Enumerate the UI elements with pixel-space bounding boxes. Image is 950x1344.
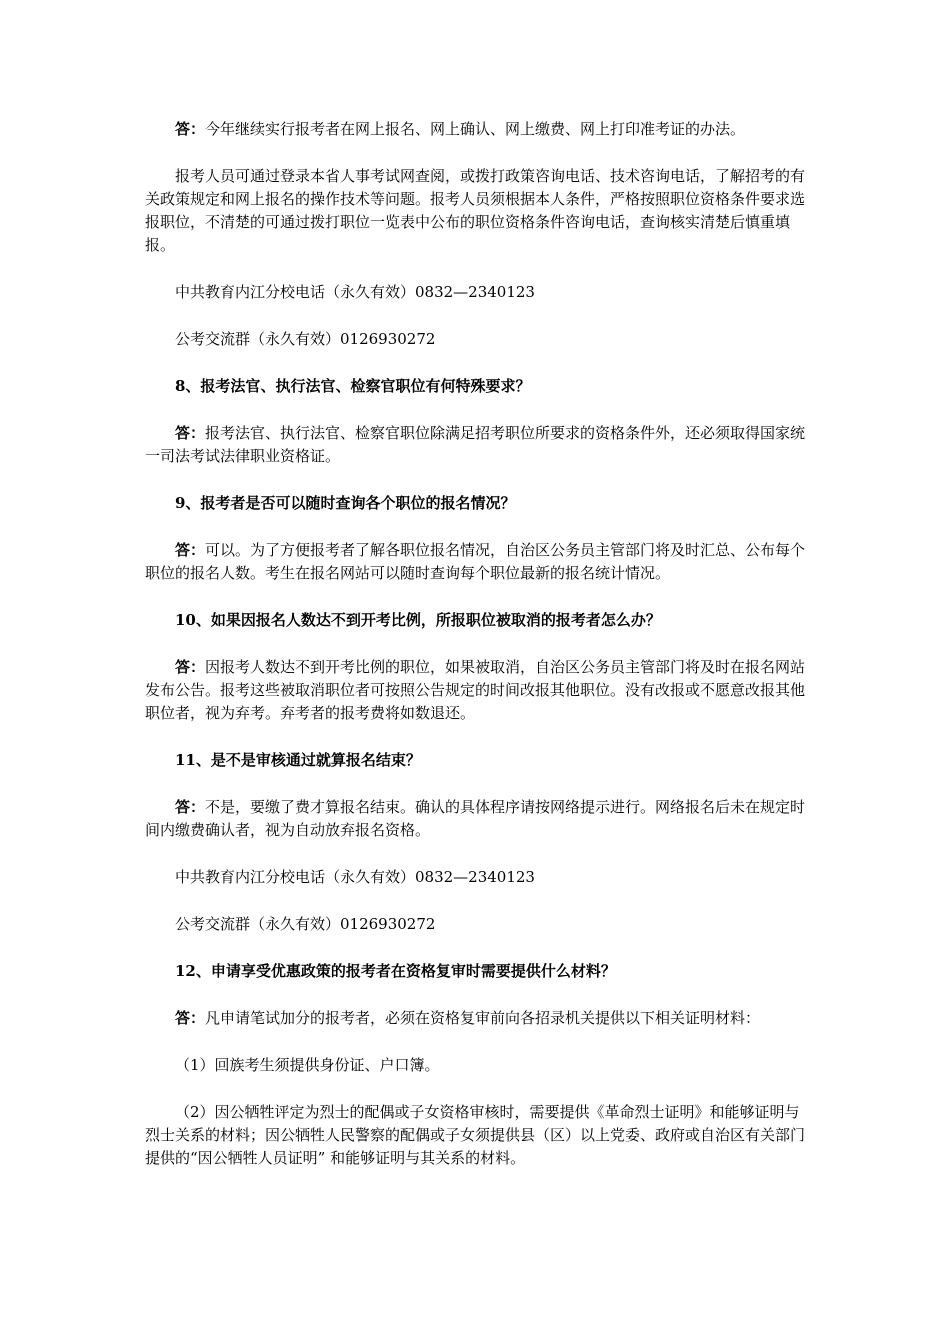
answer-label: 答： <box>175 424 206 442</box>
answer-label: 答： <box>175 798 206 816</box>
list-item-1 <box>145 1054 809 1077</box>
contact-phone <box>145 866 809 889</box>
contact-phone <box>145 281 809 304</box>
answer-9 <box>145 539 809 585</box>
contact-group <box>145 913 809 936</box>
paragraph-text: 公考交流群（永久有效）0126930272 <box>175 915 436 933</box>
question-text: 11、是不是审核通过就算报名结束？ <box>175 751 421 769</box>
answer-11 <box>145 796 809 842</box>
paragraph-text: 报考法官、执行法官、检察官职位除满足招考职位所要求的资格条件外，还必须取得国家统一司法考试法律职业资格证。 <box>145 424 806 465</box>
paragraph-text: 报考人员可通过登录本省人事考试网查阅，或拨打政策咨询电话、技术咨询电话，了解招考的有关政策规定和网上报名的操作技术等问题。报考人员须根据本人条件，严格按照职位资格条件要求选报职位，不清楚的可通过拨打职位一览表中公布的职位资格条件咨询电话，查询核实清楚后慎重填报。 <box>145 167 806 254</box>
question-11 <box>145 749 809 772</box>
paragraph-text: 中共教育内江分校电话（永久有效）0832—2340123 <box>175 868 535 886</box>
answer-8 <box>145 422 809 468</box>
answer-10 <box>145 656 809 725</box>
question-text: 9、报考者是否可以随时查询各个职位的报名情况？ <box>175 494 516 512</box>
paragraph-text: （2）因公牺牲评定为烈士的配偶或子女资格审核时，需要提供《革命烈士证明》和能够证明与烈士关系的材料；因公牺牲人民警察的配偶或子女须提供县（区）以上党委、政府或自治区有关部门提供的“因公牺牲人员证明” 和能够证明与其关系的材料。 <box>145 1103 806 1167</box>
question-10 <box>145 609 809 632</box>
question-text: 8、报考法官、执行法官、检察官职位有何特殊要求？ <box>175 377 531 395</box>
paragraph-text: 可以。为了方便报考者了解各职位报名情况，自治区公务员主管部门将及时汇总、公布每个职位的报名人数。考生在报名网站可以随时查询每个职位最新的报名统计情况。 <box>145 541 806 582</box>
question-text: 12、申请享受优惠政策的报考者在资格复审时需要提供什么材料？ <box>175 962 616 980</box>
paragraph-text: 公考交流群（永久有效）0126930272 <box>175 330 436 348</box>
paragraph-text: 今年继续实行报考者在网上报名、网上确认、网上缴费、网上打印准考证的办法。 <box>205 120 746 138</box>
paragraph-text: （1）回族考生须提供身份证、户口簿。 <box>175 1056 440 1074</box>
paragraph-instructions <box>145 165 809 257</box>
answer-12 <box>145 1007 809 1030</box>
question-12 <box>145 960 809 983</box>
question-8 <box>145 375 809 398</box>
document-body <box>145 118 809 1170</box>
paragraph-text: 不是，要缴了费才算报名结束。确认的具体程序请按网络提示进行。网络报名后未在规定时间内缴费确认者，视为自动放弃报名资格。 <box>145 798 806 839</box>
answer-label: 答： <box>175 658 206 676</box>
paragraph-answer-intro <box>145 118 809 141</box>
answer-label: 答： <box>175 541 206 559</box>
answer-label: 答： <box>175 1009 206 1027</box>
answer-label: 答： <box>175 120 206 138</box>
paragraph-text: 因报考人数达不到开考比例的职位，如果被取消，自治区公务员主管部门将及时在报名网站发布公告。报考这些被取消职位者可按照公告规定的时间改报其他职位。没有改报或不愿意改报其他职位者，视为弃考。弃考者的报考费将如数退还。 <box>145 658 806 722</box>
question-9 <box>145 492 809 515</box>
contact-group <box>145 328 809 351</box>
question-text: 10、如果因报名人数达不到开考比例，所报职位被取消的报考者怎么办？ <box>175 611 661 629</box>
list-item-2 <box>145 1101 809 1170</box>
paragraph-text: 凡申请笔试加分的报考者，必须在资格复审前向各招录机关提供以下相关证明材料： <box>205 1009 761 1027</box>
paragraph-text: 中共教育内江分校电话（永久有效）0832—2340123 <box>175 283 535 301</box>
